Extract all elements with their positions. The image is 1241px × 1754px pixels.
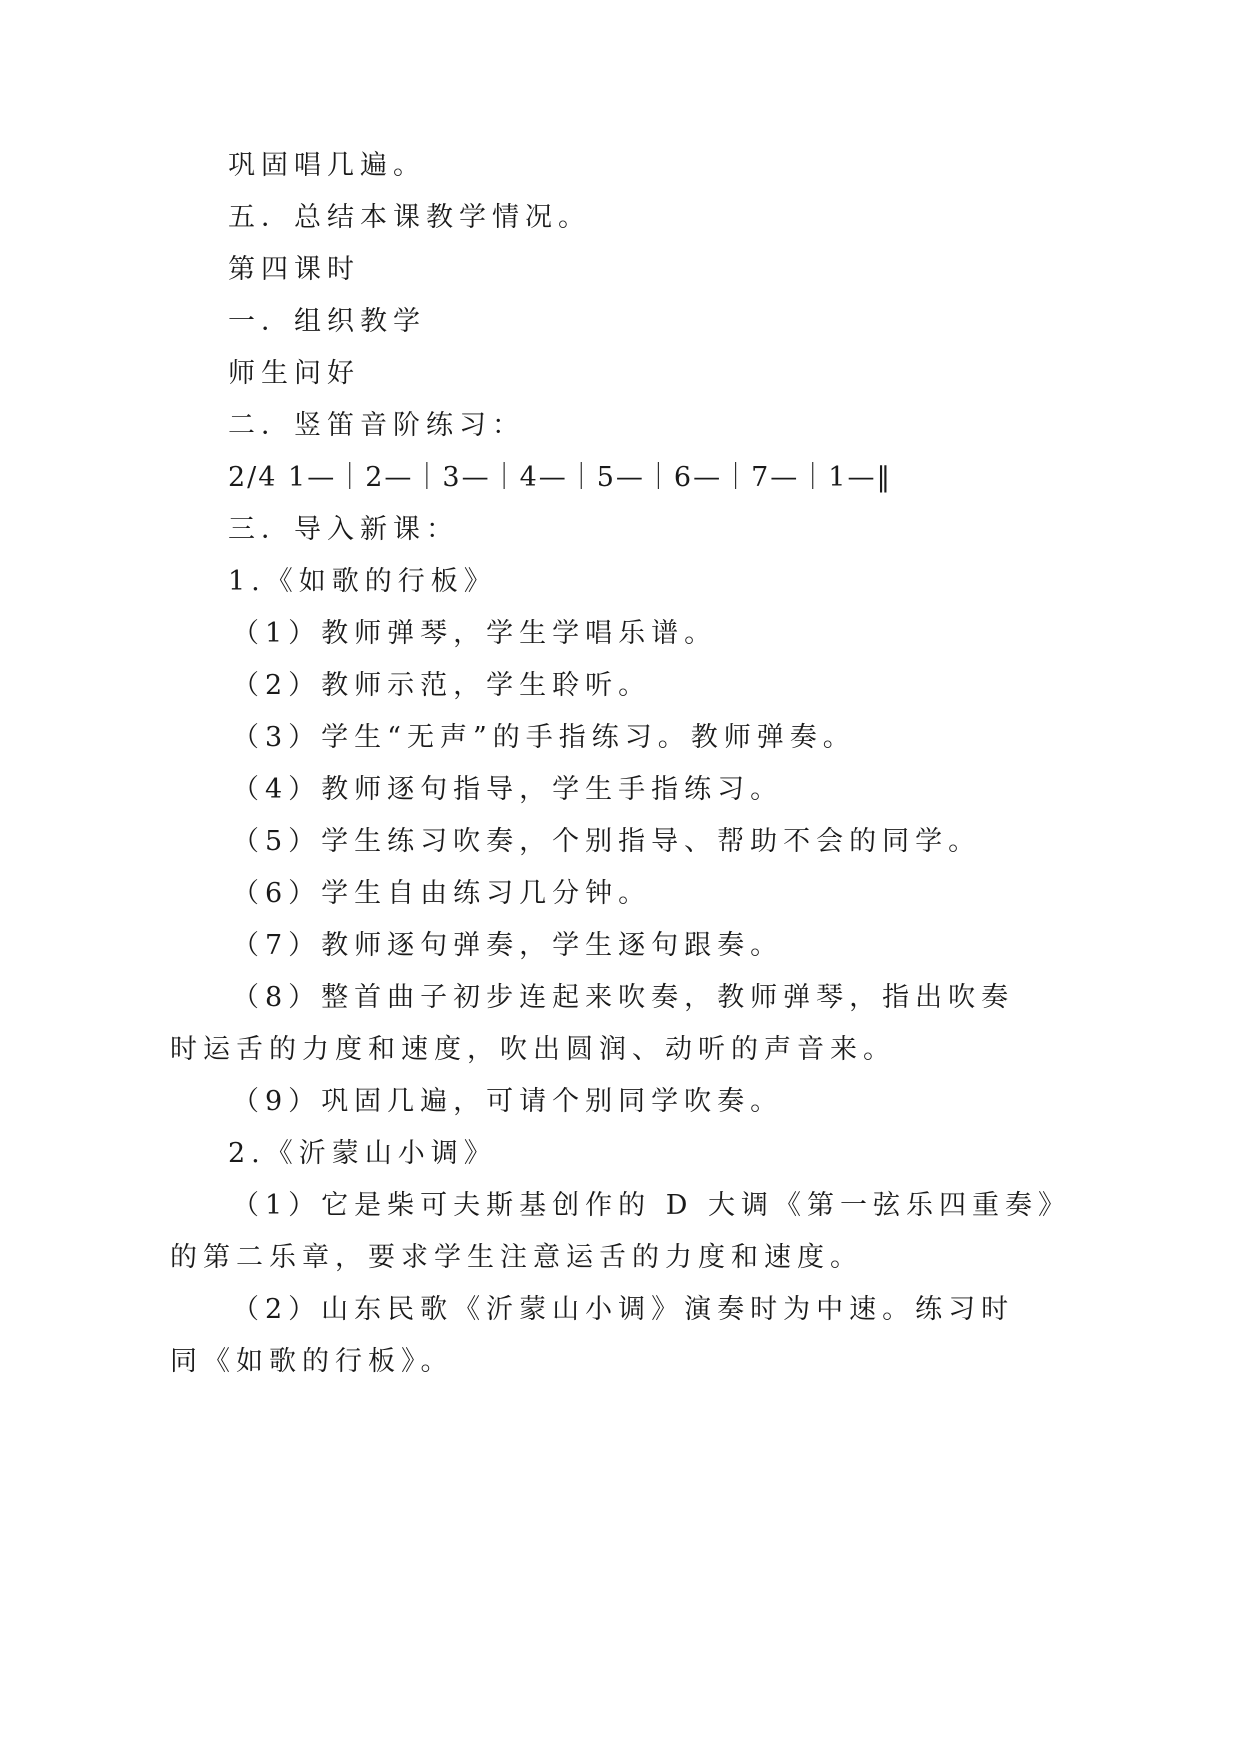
- list-item: （1）教师弹琴，学生学唱乐谱。: [232, 618, 718, 649]
- list-item: （6）学生自由练习几分钟。: [232, 878, 652, 909]
- list-item: （2）教师示范，学生聆听。: [232, 670, 652, 701]
- list-item: （4）教师逐句指导，学生手指练习。: [232, 774, 784, 805]
- subsection-heading: 2.《沂蒙山小调》: [228, 1138, 497, 1169]
- list-item-continuation: 的第二乐章，要求学生注意运舌的力度和速度。: [170, 1242, 863, 1273]
- list-item: （7）教师逐句弹奏，学生逐句跟奏。: [232, 930, 784, 961]
- text-line: 师生问好: [228, 358, 360, 389]
- scale-notation: 2/4 1—｜2—｜3—｜4—｜5—｜6—｜7—｜1—‖: [228, 462, 892, 493]
- list-item: （2）山东民歌《沂蒙山小调》演奏时为中速。练习时: [232, 1294, 1015, 1325]
- list-item: （1）它是柴可夫斯基创作的 D 大调《第一弦乐四重奏》: [232, 1190, 1071, 1221]
- list-item: （3）学生“无声”的手指练习。教师弹奏。: [232, 722, 856, 753]
- list-item-continuation: 同《如歌的行板》。: [170, 1346, 454, 1377]
- list-item-continuation: 时运舌的力度和速度，吹出圆润、动听的声音来。: [170, 1034, 896, 1065]
- list-item: （9）巩固几遍，可请个别同学吹奏。: [232, 1086, 784, 1117]
- list-item: （8）整首曲子初步连起来吹奏，教师弹琴，指出吹奏: [232, 982, 1015, 1013]
- text-line: 巩固唱几遍。: [228, 150, 426, 181]
- lesson-title: 第四课时: [228, 254, 360, 285]
- list-item: （5）学生练习吹奏，个别指导、帮助不会的同学。: [232, 826, 982, 857]
- section-heading: 一．组织教学: [228, 306, 426, 337]
- subsection-heading: 1.《如歌的行板》: [228, 566, 497, 597]
- section-heading: 三．导入新课：: [228, 514, 459, 545]
- section-heading: 二．竖笛音阶练习：: [228, 410, 525, 441]
- section-heading: 五．总结本课教学情况。: [228, 202, 591, 233]
